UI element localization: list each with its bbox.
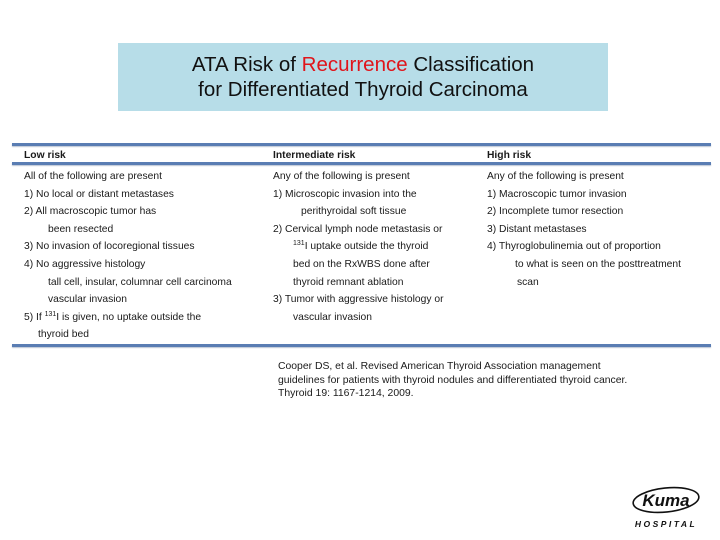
column-low-risk: [24, 149, 232, 344]
svg-text:Kuma: Kuma: [642, 491, 690, 510]
table-cell-line: 3) No invasion of locoregional tissues: [24, 241, 195, 253]
table-cell-line: All of the following are present: [24, 171, 162, 182]
table-top-rule: [12, 143, 711, 146]
citation: Cooper DS, et al. Revised American Thyroid Association management guidelines for patients with thyroid nodules and differentiated thyroid cancer. Thyroid 19: 1167-1214, 2009.: [278, 361, 628, 399]
table-cell-line: 2) Incomplete tumor resection: [487, 206, 624, 218]
table-cell-line: vascular invasion: [48, 294, 127, 306]
column-intermediate-risk: [273, 149, 444, 326]
table-cell-line: 1) No local or distant metastases: [24, 188, 174, 200]
svg-text:HOSPITAL: HOSPITAL: [634, 519, 698, 529]
table-cell-line: 2) All macroscopic tumor has: [24, 206, 157, 218]
table-cell-line: 3) Tumor with aggressive histology or: [273, 294, 444, 306]
table-cell-line: thyroid remnant ablation: [293, 276, 404, 288]
column-header-high-risk: High risk: [487, 150, 532, 161]
table-cell-line: Any of the following is present: [273, 171, 410, 182]
table-cell-line: been resected: [48, 223, 114, 235]
table-cell-line: 1) Macroscopic tumor invasion: [487, 188, 627, 200]
table-cell-line: 2) Cervical lymph node metastasis or: [273, 223, 443, 235]
table-cell-line: 1) Microscopic invasion into the: [273, 188, 417, 200]
table-cell-line: 4) Thyroglobulinemia out of proportion: [487, 241, 661, 253]
title-accent-word: Recurrence: [301, 53, 408, 76]
table-cell-line: to what is seen on the posttreatment: [515, 258, 681, 270]
table-cell-line: 5) If $^{131}$I is given, no uptake outside the: [24, 310, 202, 323]
table-cell-line: $^{131}$I uptake outside the thyroid: [293, 240, 429, 253]
table-cell-line: 3) Distant metastases: [487, 223, 587, 235]
column-high-risk: [487, 149, 681, 291]
table-cell-line: bed on the RxWBS done after: [293, 258, 430, 270]
table-bottom-rule: [12, 344, 711, 347]
table-cell-line: perithyroidal soft tissue: [301, 206, 407, 218]
table-cell-line: vascular invasion: [293, 311, 372, 323]
table-cell-line: Any of the following is present: [487, 171, 624, 182]
table-cell-line: tall cell, insular, columnar cell carcinoma: [48, 276, 232, 288]
table-cell-line: scan: [517, 276, 539, 288]
column-header-low-risk: Low risk: [24, 150, 66, 161]
slide-title: [118, 43, 608, 111]
kuma-hospital-logo: [628, 486, 712, 532]
title-line-1: ATA Risk of Recurrence Classification: [191, 53, 535, 76]
title-line-2: for Differentiated Thyroid Carcinoma: [198, 78, 528, 101]
table-cell-line: thyroid bed: [38, 329, 89, 341]
logo-ellipse-icon: [628, 486, 712, 532]
column-header-intermediate-risk: Intermediate risk: [273, 150, 356, 161]
table-cell-line: 4) No aggressive histology: [24, 258, 146, 270]
